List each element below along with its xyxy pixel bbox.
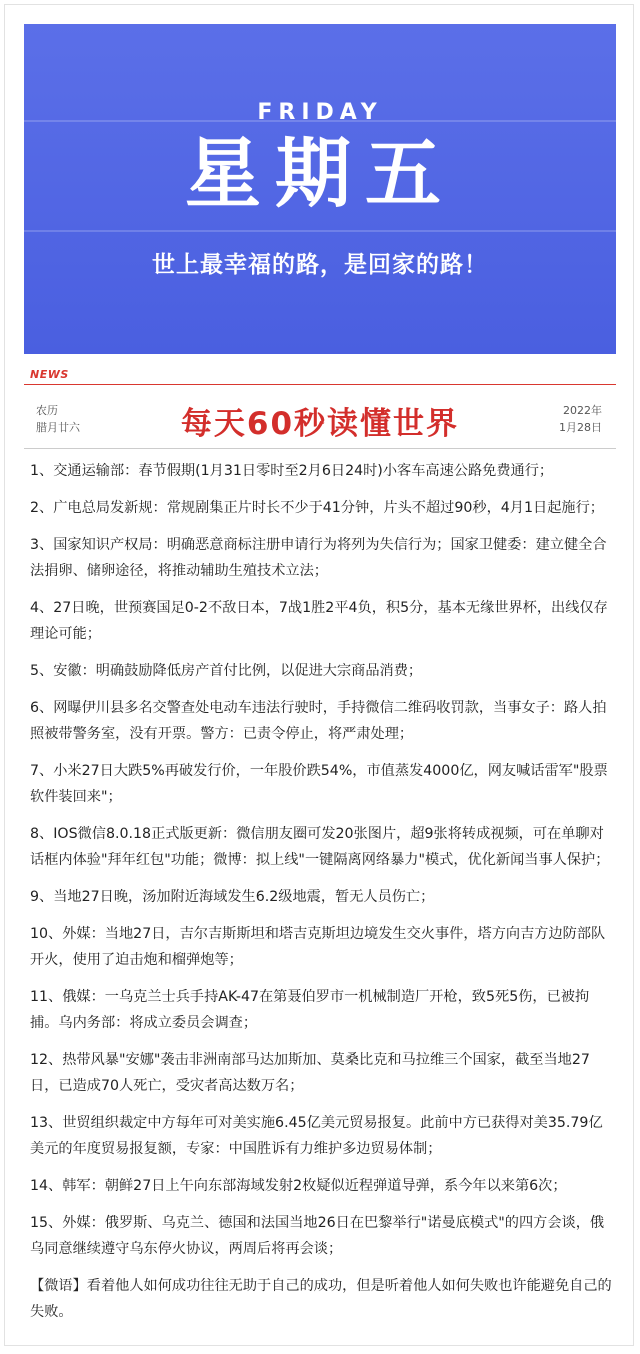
news-item: 7、小米27日大跌5%再破发行价，一年股价跌54%，市值蒸发4000亿，网友喊话雷军"股票软件装回来"；: [30, 763, 608, 805]
news-item: 5、安徽：明确鼓励降低房产首付比例，以促进大宗商品消费；: [30, 663, 423, 679]
news-item: 4、27日晚，世预赛国足0-2不敌日本，7战1胜2平4负，积5分，基本无缘世界杯，出线仅存理论可能；: [30, 600, 608, 642]
header-banner: [24, 24, 616, 354]
news-item: 9、当地27日晚，汤加附近海域发生6.2级地震，暂无人员伤亡；: [30, 889, 435, 905]
daily-motto: 【微语】看着他人如何成功往往无助于自己的成功，但是听着他人如何失败也许能避免自己的失败。: [30, 1278, 612, 1320]
news-item: 14、韩军：朝鲜27日上午向东部海域发射2枚疑似近程弹道导弹，系今年以来第6次；: [30, 1178, 567, 1194]
news-tag: NEWS: [30, 368, 69, 381]
news-item: 6、网曝伊川县多名交警查处电动车违法行驶时，手持微信二维码收罚款，当事女子：路人拍照被带警务室，没有开票。警方：已责令停止，将严肃处理；: [30, 700, 607, 742]
news-item: 10、外媒：当地27日，吉尔吉斯斯坦和塔吉克斯坦边境发生交火事件，塔方向吉方边防部队开火，使用了迫击炮和榴弹炮等；: [30, 926, 606, 968]
news-item: 11、俄媒：一乌克兰士兵手持AK-47在第聂伯罗市一机械制造厂开枪，致5死5伤，已被拘捕。乌内务部：将成立委员会调查；: [30, 989, 590, 1031]
news-item: 13、世贸组织裁定中方每年可对美实施6.45亿美元贸易报复。此前中方已获得对美35.79亿美元的年度贸易报复额，专家：中国胜诉有力维护多边贸易体制；: [30, 1115, 603, 1157]
news-divider: [24, 384, 616, 385]
date-block: [559, 402, 602, 436]
date-year: 2022年: [563, 404, 602, 417]
lunar-date: 腊月廿六: [36, 421, 80, 434]
news-item: 1、交通运输部：春节假期(1月31日零时至2月6日24时)小客车高速公路免费通行；: [30, 463, 554, 479]
page-title: 每天60秒读懂世界: [180, 406, 460, 442]
lunar-label: 农历: [36, 404, 58, 417]
weekday-english: FRIDAY: [257, 100, 383, 125]
news-item: 2、广电总局发新规：常规剧集正片时长不少于41分钟，片头不超过90秒，4月1日起施行；: [30, 500, 604, 516]
news-list: [30, 458, 612, 1336]
news-item: 3、国家知识产权局：明确恶意商标注册申请行为将列为失信行为；国家卫健委：建立健全合法捐卵、储卵途径，将推动辅助生殖技术立法；: [30, 537, 607, 579]
banner-decor-line: [24, 230, 616, 232]
news-item: 12、热带风暴"安娜"袭击非洲南部马达加斯加、莫桑比克和马拉维三个国家，截至当地27日，已造成70人死亡，受灾者高达数万名；: [30, 1052, 590, 1094]
banner-slogan: 世上最幸福的路，是回家的路！: [152, 252, 488, 278]
weekday-chinese: 星期五: [185, 129, 455, 218]
header-divider: [24, 448, 616, 449]
date-month-day: 1月28日: [559, 421, 602, 434]
news-item: 15、外媒：俄罗斯、乌克兰、德国和法国当地26日在巴黎举行"诺曼底模式"的四方会谈，俄乌同意继续遵守乌东停火协议，两周后将再会谈；: [30, 1215, 605, 1257]
news-item: 8、IOS微信8.0.18正式版更新：微信朋友圈可发20张图片，超9张将转成视频，可在单聊对话框内体验"拜年红包"功能；微博：拟上线"一键隔离网络暴力"模式，优化新闻当事人保护；: [30, 826, 610, 868]
motto-item: [30, 1273, 612, 1325]
